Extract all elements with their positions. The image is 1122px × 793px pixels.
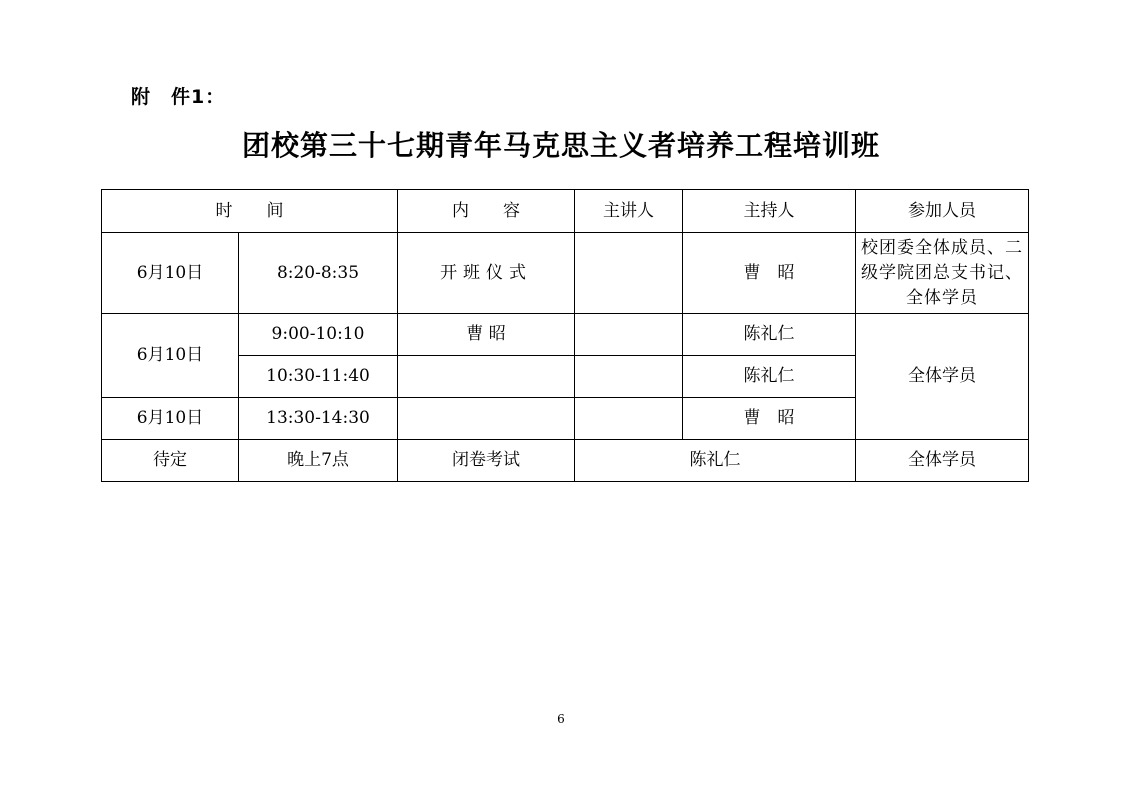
cell-participants: 校团委全体成员、二级学院团总支书记、全体学员 xyxy=(856,233,1029,314)
cell-content xyxy=(398,398,575,440)
table-header-row xyxy=(102,190,1029,233)
cell-participants: 全体学员 xyxy=(856,314,1029,440)
cell-host: 陈礼仁 xyxy=(683,314,856,356)
cell-time: 9:00-10:10 xyxy=(239,314,398,356)
table-row xyxy=(102,314,1029,356)
cell-content: 开班仪式 xyxy=(398,233,575,314)
cell-lecturer xyxy=(575,356,683,398)
cell-date: 6月10日 xyxy=(102,233,239,314)
header-lecturer: 主讲人 xyxy=(575,190,683,233)
cell-content: 曹 昭 xyxy=(398,314,575,356)
cell-time: 13:30-14:30 xyxy=(239,398,398,440)
cell-lecturer xyxy=(575,398,683,440)
header-content: 内 容 xyxy=(398,190,575,233)
document-title: 团校第三十七期青年马克思主义者培养工程培训班 xyxy=(241,129,880,162)
annex-label: 附 件1： xyxy=(131,86,226,108)
cell-time: 晚上7点 xyxy=(239,440,398,482)
cell-lecturer xyxy=(575,314,683,356)
header-time: 时 间 xyxy=(102,190,398,233)
cell-host: 陈礼仁 xyxy=(683,356,856,398)
cell-time: 10:30-11:40 xyxy=(239,356,398,398)
table-row xyxy=(102,233,1029,314)
cell-participants: 全体学员 xyxy=(856,440,1029,482)
cell-content: 闭卷考试 xyxy=(398,440,575,482)
cell-date: 6月10日 xyxy=(102,398,239,440)
cell-date: 6月10日 xyxy=(102,314,239,398)
cell-host: 曹 昭 xyxy=(683,398,856,440)
cell-lecturer-host: 陈礼仁 xyxy=(575,440,856,482)
table-row xyxy=(102,440,1029,482)
header-participants: 参加人员 xyxy=(856,190,1029,233)
cell-time: 8:20-8:35 xyxy=(239,233,398,314)
header-host: 主持人 xyxy=(683,190,856,233)
cell-lecturer xyxy=(575,233,683,314)
page-number: 6 xyxy=(557,712,565,726)
schedule-table xyxy=(101,189,1029,482)
cell-content xyxy=(398,356,575,398)
cell-date: 待定 xyxy=(102,440,239,482)
cell-host: 曹 昭 xyxy=(683,233,856,314)
